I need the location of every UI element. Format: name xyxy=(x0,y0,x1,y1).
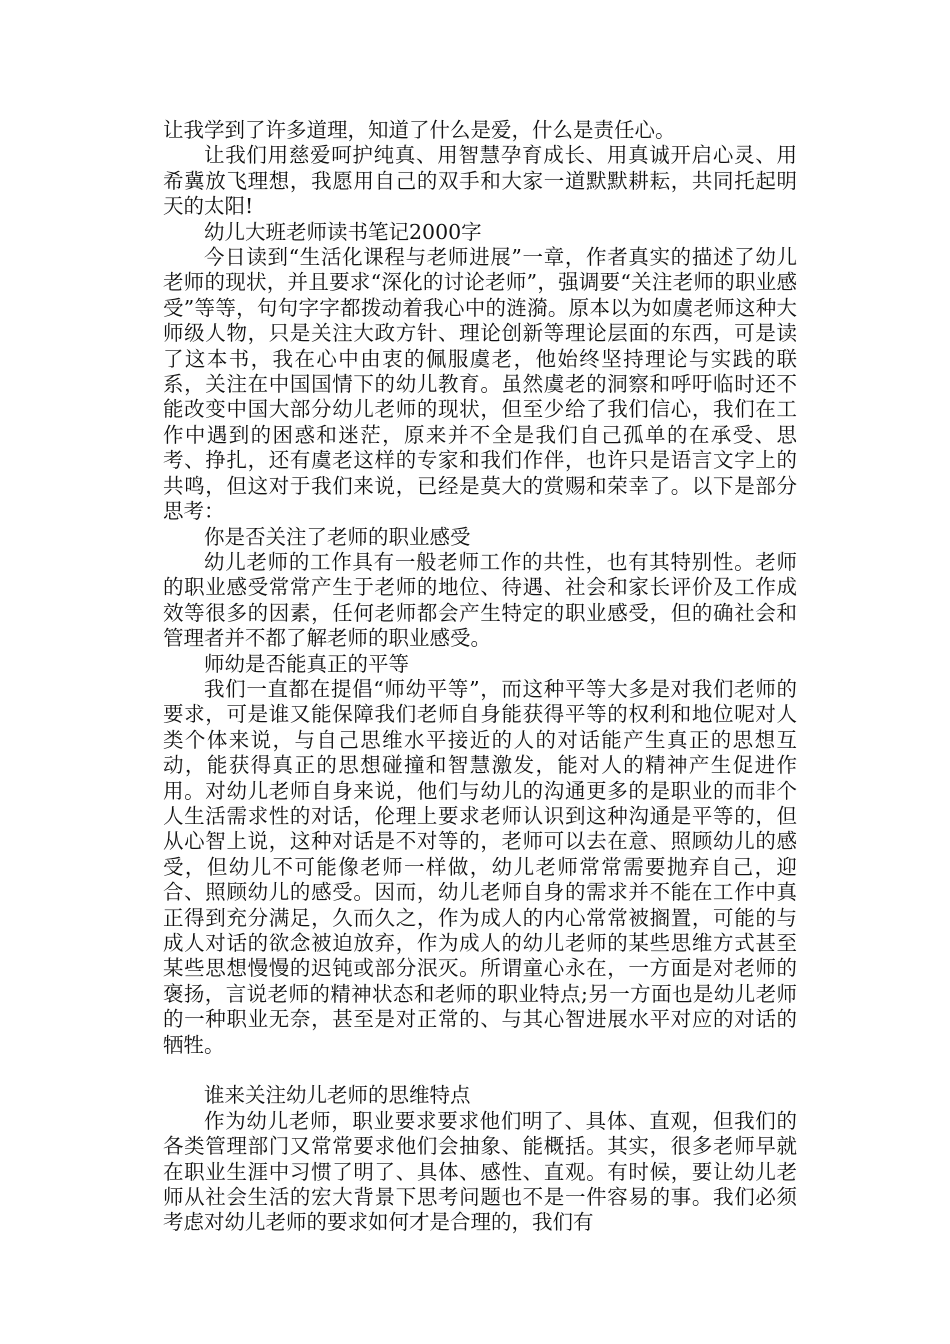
subheading-career-feelings: 你是否关注了老师的职业感受 xyxy=(204,524,471,549)
paragraph-closing: 让我们用慈爱呵护纯真、用智慧孕育成长、用真诚开启心灵、用希冀放飞理想，我愿用自己的双手和大家一道默默耕耘，共同托起明天的太阳! xyxy=(163,143,797,219)
subheading-equality: 师幼是否能真正的平等 xyxy=(204,651,409,676)
subheading-thinking-traits: 谁来关注幼儿老师的思维特点 xyxy=(204,1083,471,1108)
blank-line xyxy=(163,1058,797,1083)
section-title: 幼儿大班老师读书笔记2000字 xyxy=(204,219,482,244)
paragraph-thinking-traits: 作为幼儿老师，职业要求要求他们明了、具体、直观，但我们的各类管理部门又常常要求他们会抽象、能概括。其实，很多老师早就在职业生涯中习惯了明了、具体、感性、直观。有时候，要让幼儿老师从社会生活的宏大背景下思考问题也不是一件容易的事。我们必须考虑对幼儿老师的要求如何才是合理的，我们有 xyxy=(163,1108,797,1235)
paragraph-career-feelings: 幼儿老师的工作具有一般老师工作的共性，也有其特别性。老师的职业感受常常产生于老师的地位、待遇、社会和家长评价及工作成效等很多的因素，任何老师都会产生特定的职业感受，但的确社会和管理者并不都了解老师的职业感受。 xyxy=(163,549,797,651)
paragraph-equality: 我们一直都在提倡“师幼平等”，而这种平等大多是对我们老师的要求，可是谁又能保障我们老师自身能获得平等的权利和地位呢对人类个体来说，与自己思维水平接近的人的对话能产生真正的思想互动，能获得真正的思想碰撞和智慧激发，能对人的精神产生促进作用。对幼儿老师自身来说，他们与幼儿的沟通更多的是职业的而非个人生活需求性的对话，伦理上要求老师认识到这种沟通是平等的，但从心智上说，这种对话是不对等的，老师可以去在意、照顾幼儿的感受，但幼儿不可能像老师一样做，幼儿老师常常需要抛弃自己，迎合、照顾幼儿的感受。因而，幼儿老师自身的需求并不能在工作中真正得到充分满足，久而久之，作为成人的内心常常被搁置，可能的与成人对话的欲念被迫放弃，作为成人的幼儿老师的某些思维方式甚至某些思想慢慢的迟钝或部分泯灭。所谓童心永在，一方面是对老师的褒扬，言说老师的精神状态和老师的职业特点;另一方面也是幼儿老师的一种职业无奈，甚至是对正常的、与其心智进展水平对应的对话的牺牲。 xyxy=(163,676,797,1057)
document-body xyxy=(163,118,797,1236)
paragraph-continuation: 让我学到了许多道理，知道了什么是爱，什么是责任心。 xyxy=(163,118,676,142)
paragraph-intro: 今日读到“生活化课程与老师进展”一章，作者真实的描述了幼儿老师的现状，并且要求“深化的讨论老师”，强调要“关注老师的职业感受”等等，句句字字都拨动着我心中的涟漪。原本以为如虞老师这种大师级人物，只是关注大政方针、理论创新等理论层面的东西，可是读了这本书，我在心中由衷的佩服虞老，他始终坚持理论与实践的联系，关注在中国国情下的幼儿教育。虽然虞老的洞察和呼吁临时还不能改变中国大部分幼儿老师的现状，但至少给了我们信心，我们在工作中遇到的困惑和迷茫，原来并不全是我们自己孤单的在承受、思考、挣扎，还有虞老这样的专家和我们作伴，也许只是语言文字上的共鸣，但这对于我们来说，已经是莫大的赏赐和荣幸了。以下是部分思考： xyxy=(163,245,797,524)
